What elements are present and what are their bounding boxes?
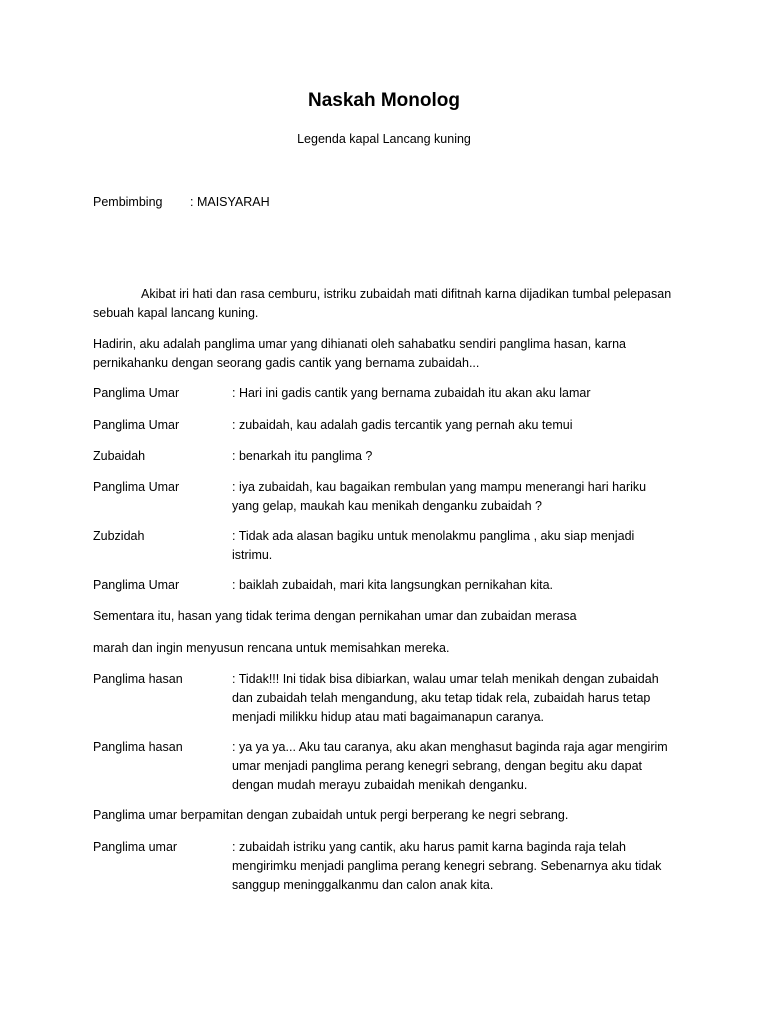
pembimbing-label: Pembimbing: [93, 195, 163, 209]
dialog-speaker: Zubaidah: [93, 449, 146, 463]
dialog-line: : ya ya ya... Aku tau caranya, aku akan menghasut baginda raja agar mengirim umar menjadi panglima perang kenegri sebrang, dengan begitu aku dapat dengan mudah merayu zubaidah menikah denganku.: [232, 740, 668, 792]
dialog-line: : zubaidah istriku yang cantik, aku harus pamit karna baginda raja telah mengirimku menjadi panglima perang kenegri sebrang. Sebenarnya aku tidak sanggup meninggalkanmu dan calon anak kita.: [232, 840, 662, 892]
document-subtitle: Legenda kapal Lancang kuning: [297, 132, 471, 146]
dialog-speaker: Panglima Umar: [93, 578, 180, 592]
intro-paragraph: Hadirin, aku adalah panglima umar yang dihianati oleh sahabatku sendiri panglima hasan, karna pernikahanku dengan seorang gadis cantik yang bernama zubaidah...: [93, 337, 626, 370]
dialog-line: : benarkah itu panglima ?: [232, 449, 373, 463]
dialog-line: : Hari ini gadis cantik yang bernama zubaidah itu akan aku lamar: [232, 386, 591, 400]
dialog-speaker: Panglima Umar: [93, 480, 180, 494]
narration-paragraph: Panglima umar berpamitan dengan zubaidah untuk pergi berperang ke negri sebrang.: [93, 808, 569, 822]
dialog-speaker: Panglima Umar: [93, 386, 180, 400]
pembimbing-value: : MAISYARAH: [190, 195, 270, 209]
dialog-line: : iya zubaidah, kau bagaikan rembulan yang mampu menerangi hari hariku yang gelap, maukah kau menikah denganku zubaidah ?: [232, 480, 647, 513]
dialog-line: : zubaidah, kau adalah gadis tercantik yang pernah aku temui: [232, 418, 573, 432]
dialog-speaker: Zubzidah: [93, 529, 145, 543]
narration-paragraph: Sementara itu, hasan yang tidak terima dengan pernikahan umar dan zubaidan merasa: [93, 609, 577, 623]
dialog-speaker: Panglima hasan: [93, 740, 183, 754]
document-title: Naskah Monolog: [307, 90, 460, 111]
dialog-line: : Tidak ada alasan bagiku untuk menolakmu panglima , aku siap menjadi istrimu.: [232, 529, 635, 562]
dialog-speaker: Panglima umar: [93, 840, 178, 854]
intro-paragraph: Akibat iri hati dan rasa cemburu, istriku zubaidah mati difitnah karna dijadikan tumbal pelepasan sebuah kapal lancang kuning.: [93, 287, 672, 320]
narration-paragraph: marah dan ingin menyusun rencana untuk memisahkan mereka.: [93, 641, 450, 655]
dialog-line: : baiklah zubaidah, mari kita langsungkan pernikahan kita.: [232, 578, 554, 592]
dialog-line: : Tidak!!! Ini tidak bisa dibiarkan, walau umar telah menikah dengan zubaidah dan zubaidah telah mengandung, aku tetap tidak rela, zubaidah harus tetap menjadi milikku hidup atau mati bagaimanapun caranya.: [232, 672, 659, 724]
dialog-speaker: Panglima Umar: [93, 418, 180, 432]
dialog-speaker: Panglima hasan: [93, 672, 183, 686]
